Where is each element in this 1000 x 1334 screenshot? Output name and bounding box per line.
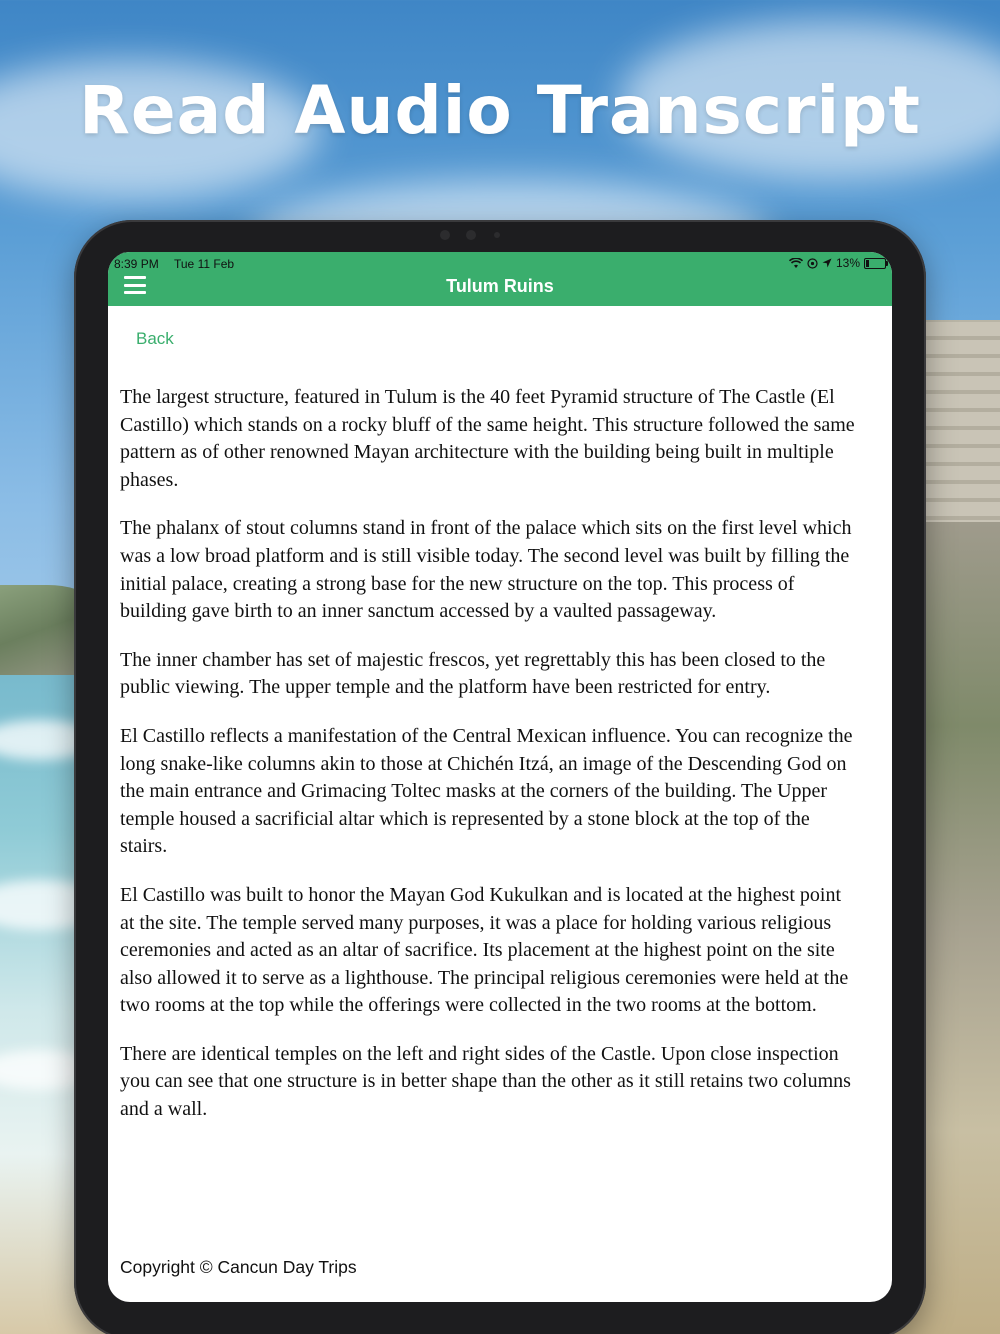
app-screen <box>108 252 892 1302</box>
tablet-frame <box>74 220 926 1334</box>
page-title: Tulum Ruins <box>446 276 554 296</box>
transcript-paragraph: The largest structure, featured in Tulum is the 40 feet Pyramid structure of The Castle (El Castillo) which stands on a rocky bluff of the same height. This structure followed the same pattern as of other renowned Mayan architecture with the building being built in multiple phases. <box>120 386 855 491</box>
camera-icon <box>440 230 450 240</box>
sensor-icon <box>494 232 500 238</box>
transcript-paragraph: El Castillo reflects a manifestation of the Central Mexican influence. You can recognize the long snake-like columns akin to those at Chichén Itzá, an image of the Descending God on the main entrance and Grimacing Toltec masks at the corners of the building. The Upper temple housed a sacrificial altar which is represented by a stone block at the top of the stairs. <box>120 724 853 858</box>
status-icons <box>789 256 886 270</box>
back-link[interactable]: Back <box>136 329 174 348</box>
background-ruin <box>920 322 1000 522</box>
transcript-content <box>120 384 860 1145</box>
nav-bar <box>108 276 892 306</box>
status-bar <box>108 252 892 276</box>
camera-icon <box>466 230 476 240</box>
copyright-text: Copyright © Cancun Day Trips <box>120 1257 357 1277</box>
location-lock-icon <box>807 258 818 269</box>
location-arrow-icon <box>822 258 832 268</box>
headline: Read Audio Transcript <box>79 72 921 149</box>
status-date: Tue 11 Feb <box>174 257 235 271</box>
battery-icon <box>864 258 886 269</box>
battery-percent: 13% <box>835 256 860 270</box>
status-time: 8:39 PM <box>114 257 159 271</box>
transcript-paragraph: The inner chamber has set of majestic frescos, yet regrettably this has been closed to the public viewing. The upper temple and the platform have been restricted for entry. <box>120 648 826 699</box>
transcript-paragraph: The phalanx of stout columns stand in front of the palace which sits on the first level which was a low broad platform and is still visible today. The second level was built by filling the initial palace, creating a strong base for the new structure on the top. This process of building gave birth to an inner sanctum accessed by a vaulted passageway. <box>120 517 852 623</box>
transcript-paragraph: El Castillo was built to honor the Mayan God Kukulkan and is located at the highest point at the site. The temple served many purposes, it was a place for holding various religious ceremonies and acted as an altar of sacrifice. Its placement at the highest point on the site also allowed it to serve as a lighthouse. The principal religious ceremonies were held at the two rooms at the top while the offerings were collected in the two rooms at the bottom. <box>120 883 849 1017</box>
transcript-paragraph: There are identical temples on the left and right sides of the Castle. Upon close inspection you can see that one structure is in better shape than the other as it still retains two columns and a wall. <box>120 1042 851 1121</box>
wifi-icon <box>789 258 803 269</box>
